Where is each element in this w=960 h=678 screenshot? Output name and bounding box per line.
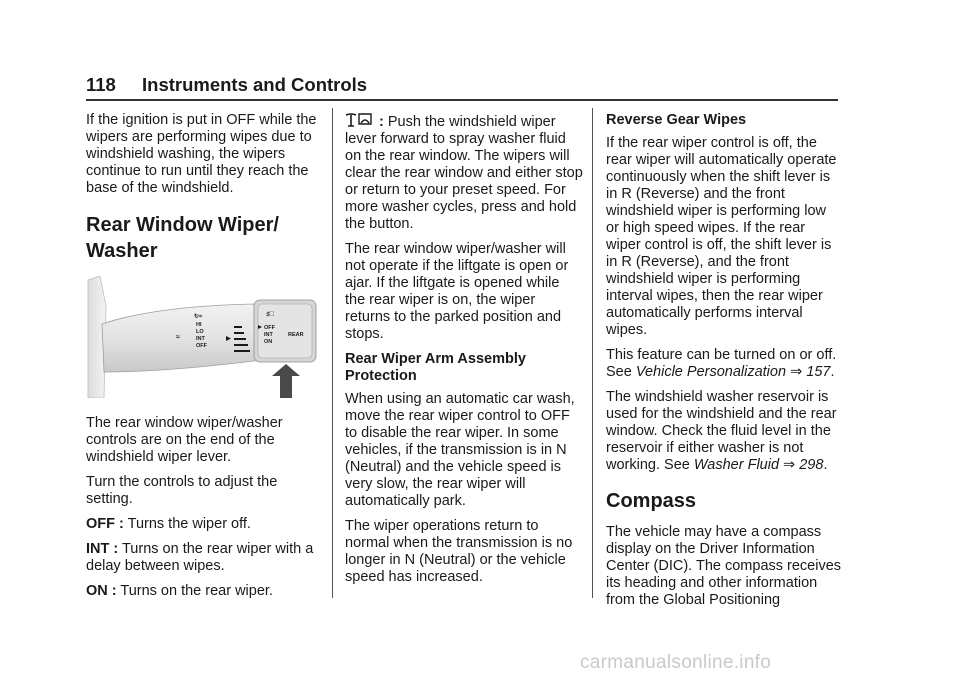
rear-wiper-heading: Rear Window Wiper/ Washer bbox=[86, 214, 279, 262]
reservoir-paragraph: The windshield washer reservoir is used for the windshield and the rear window. Check the fluid level in the reservoir if either washer is not working. See Washer Fluid ⇒ 298. bbox=[606, 389, 837, 473]
rear-label-on: ON bbox=[264, 339, 273, 345]
xref-arrow-icon: ⇒ bbox=[786, 364, 807, 380]
lever-label-off: OFF bbox=[196, 343, 207, 349]
header-rule bbox=[86, 99, 838, 101]
controls-description: The rear window wiper/washer controls are on the end of the windshield wiper lever. bbox=[86, 415, 283, 465]
feature-paragraph: This feature can be turned on or off. See Vehicle Personalization ⇒ 157. bbox=[606, 347, 837, 380]
page-ref[interactable]: 298 bbox=[799, 457, 824, 473]
rear-label: REAR bbox=[288, 332, 304, 338]
compass-heading: Compass bbox=[606, 490, 697, 512]
lever-label-hi: HI bbox=[196, 322, 202, 328]
page-header bbox=[86, 70, 838, 102]
rear-label-int: INT bbox=[264, 332, 273, 338]
rear-label-off: OFF bbox=[264, 325, 275, 331]
int-setting: INT : Turns on the rear wiper with a delay between wipes. bbox=[86, 541, 314, 574]
reverse-gear-paragraph: If the rear wiper control is off, the rear wiper will automatically operate continuously when the shift lever is in R (Reverse) and the front windshield wiper is performing low or high speed wipes. If the rear wiper control is off, the shift lever is in R (Reverse), and the front windshield wiper is performing interval wipes, then the rear wiper automatically performs interval wipes. bbox=[606, 135, 837, 338]
svg-text:♯□: ♯□ bbox=[266, 311, 274, 318]
page-number: 118 bbox=[86, 74, 116, 95]
rear-washer-icon bbox=[345, 112, 373, 128]
arm-protection-paragraph: When using an automatic car wash, move the rear wiper control to OFF to disable the rear wiper. In some vehicles, if the transmission is in N (Neutral) and the vehicle speed is very slow, the rear wiper will automatically park. bbox=[345, 391, 575, 509]
page-ref[interactable]: 157 bbox=[806, 364, 831, 380]
reverse-gear-heading: Reverse Gear Wipes bbox=[606, 112, 747, 128]
xref-arrow-icon: ⇒ bbox=[779, 457, 800, 473]
column-2 bbox=[345, 112, 583, 594]
on-setting: ON : Turns on the rear wiper. bbox=[86, 583, 273, 599]
compass-paragraph: The vehicle may have a compass display on the Driver Information Center (DIC). The compass receives its heading and other information from the Global Positioning bbox=[606, 524, 842, 608]
section-title: Instruments and Controls bbox=[142, 74, 368, 95]
column-divider bbox=[592, 108, 593, 598]
return-paragraph: The wiper operations return to normal when the transmission is no longer in N (Neutral) or the vehicle speed has increased. bbox=[345, 518, 573, 585]
svg-text:≈: ≈ bbox=[176, 334, 180, 341]
lever-label-lo: LO bbox=[196, 329, 204, 335]
washer-paragraph: : Push the windshield wiper lever forward to spray washer fluid on the rear window. The wipers will clear the rear window and either stop or return to your preset speed. For more washer cycles, press and hold the button. bbox=[345, 114, 583, 232]
wiper-lever-illustration bbox=[86, 276, 318, 398]
off-setting: OFF : Turns the wiper off. bbox=[86, 516, 251, 532]
intro-paragraph: If the ignition is put in OFF while the wipers are performing wipes due to windshield washing, the wipers continue to run until they reach the base of the windshield. bbox=[86, 112, 317, 196]
liftgate-paragraph: The rear window wiper/washer will not operate if the liftgate is open or ajar. If the liftgate is opened while the rear wiper is on, the wiper returns to the parked position and stops. bbox=[345, 241, 569, 342]
column-1 bbox=[86, 112, 318, 608]
washer-fluid-link[interactable]: Washer Fluid bbox=[693, 457, 780, 473]
turn-instruction: Turn the controls to adjust the setting. bbox=[86, 474, 278, 507]
arm-protection-heading: Rear Wiper Arm Assembly Protection bbox=[345, 351, 526, 384]
vehicle-personalization-link[interactable]: Vehicle Personalization bbox=[635, 364, 787, 380]
column-divider bbox=[332, 108, 333, 598]
lever-label-int: INT bbox=[196, 336, 205, 342]
svg-text:↻≈: ↻≈ bbox=[194, 314, 203, 320]
column-3 bbox=[606, 112, 842, 617]
watermark: carmanualsonline.info bbox=[580, 652, 772, 673]
